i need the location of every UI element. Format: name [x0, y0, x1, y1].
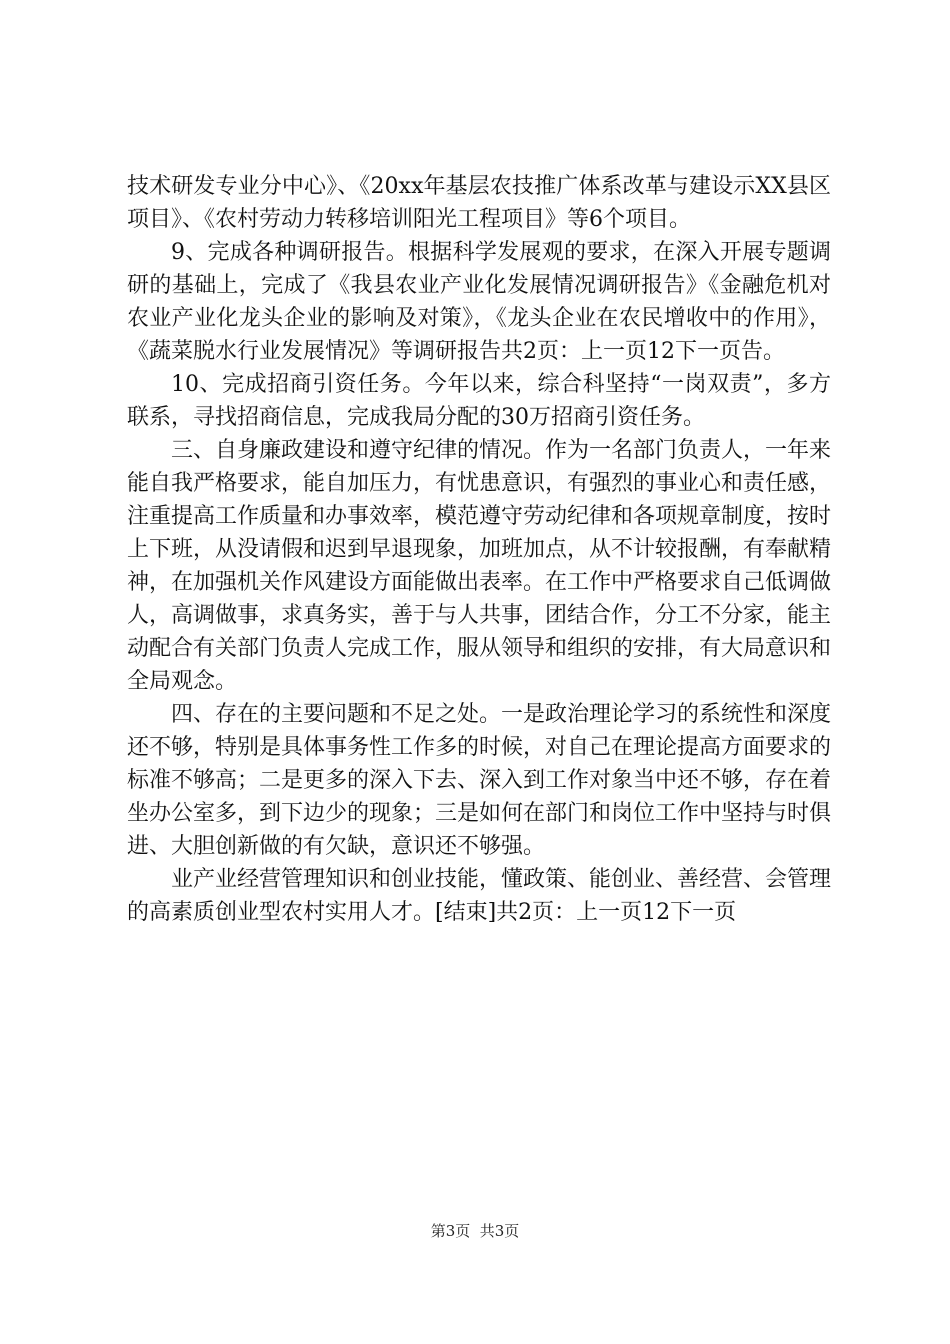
document-body	[127, 170, 831, 929]
paragraph-1: 技术研发专业分中心》、《20xx年基层农技推广体系改革与建设示XX县区项目》、《农村劳动力转移培训阳光工程项目》等6个项目。	[127, 174, 831, 232]
page-footer: 第3页 共3页	[430, 1222, 520, 1240]
paragraph-6: 业产业经营管理知识和创业技能，懂政策、能创业、善经营、会管理的高素质创业型农村实用人才。[结束]共2页：上一页12下一页	[127, 867, 832, 925]
paragraph-5: 四、存在的主要问题和不足之处。一是政治理论学习的系统性和深度还不够，特别是具体事务性工作多的时候，对自己在理论提高方面要求的标准不够高；二是更多的深入下去、深入到工作对象当中还不够，存在着坐办公室多，到下边少的现象；三是如何在部门和岗位工作中坚持与时俱进、大胆创新做的有欠缺，意识还不够强。	[127, 702, 832, 859]
paragraph-4: 三、自身廉政建设和遵守纪律的情况。作为一名部门负责人，一年来能自我严格要求，能自加压力，有忧患意识，有强烈的事业心和责任感，注重提高工作质量和办事效率，模范遵守劳动纪律和各项规章制度，按时上下班，从没请假和迟到早退现象，加班加点，从不计较报酬，有奉献精神，在加强机关作风建设方面能做出表率。在工作中严格要求自己低调做人，高调做事，求真务实，善于与人共事，团结合作，分工不分家，能主动配合有关部门负责人完成工作，服从领导和组织的安排，有大局意识和全局观念。	[127, 438, 832, 694]
paragraph-2: 9、完成各种调研报告。根据科学发展观的要求，在深入开展专题调研的基础上，完成了《我县农业产业化发展情况调研报告》《金融危机对农业产业化龙头企业的影响及对策》，《龙头企业在农民增收中的作用》，《蔬菜脱水行业发展情况》等调研报告共2页：上一页12下一页告。	[127, 240, 831, 364]
paragraph-3: 10、完成招商引资任务。今年以来，综合科坚持“一岗双责”，多方联系，寻找招商信息，完成我局分配的30万招商引资任务。	[127, 372, 831, 430]
